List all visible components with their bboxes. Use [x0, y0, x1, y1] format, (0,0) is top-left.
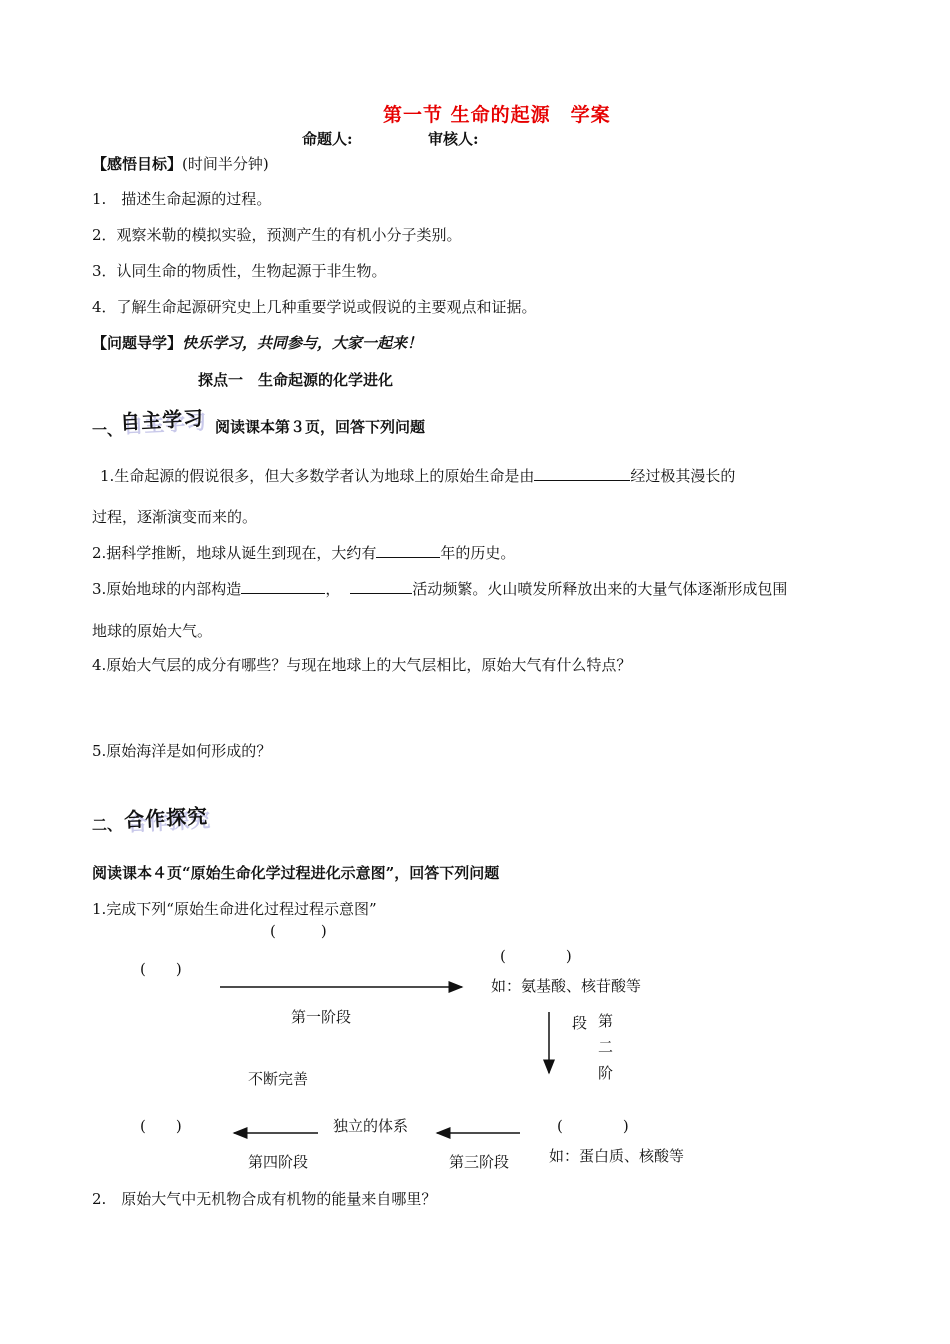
question-3: 3.原始地球的内部构造 ， 活动频繁。火山喷发所释放出来的大量气体逐渐形成包围: [92, 580, 788, 598]
example-1: 如：氨基酸、核苷酸等: [491, 977, 642, 995]
section2-banner: 合作探究: [123, 803, 209, 833]
question-3-line2: 地球的原始大气。: [92, 622, 213, 640]
paren-right-top[interactable]: ( ): [500, 947, 572, 965]
example-2: 如：蛋白质、核酸等: [549, 1147, 685, 1165]
question-2: 2.据科学推断，地球从诞生到现在，大约有 年的历史。: [92, 544, 516, 562]
stage-2-vertical: 第 二 阶: [598, 1012, 614, 1082]
section2-question-2: 2. 原始大气中无机物合成有机物的能量来自哪里？: [92, 1190, 437, 1208]
paren-left[interactable]: ( ): [140, 960, 182, 978]
stage-3-label: 第三阶段: [449, 1153, 510, 1171]
section1-instruction: 阅读课本第３页，回答下列问题: [215, 418, 426, 436]
stage-1-label: 第一阶段: [291, 1008, 352, 1026]
question-4: 4.原始大气层的成分有哪些？与现在地球上的大气层相比，原始大气有什么特点？: [92, 656, 632, 674]
independent-system: 独立的体系: [333, 1117, 409, 1135]
goal-item-3: 3．认同生命的物质性，生物起源于非生物。: [92, 262, 387, 280]
goal-item-4: 4．了解生命起源研究史上几种重要学说或假说的主要观点和证据。: [92, 298, 537, 316]
stage-2-side-char: 段: [572, 1014, 588, 1032]
paren-bottom-right[interactable]: ( ): [557, 1117, 629, 1135]
section1-number: 一、: [92, 421, 123, 439]
section2-question-1: 1.完成下列“原始生命进化过程过程示意图”: [92, 900, 377, 918]
section2-number: 二、: [92, 816, 123, 834]
section2-instruction: 阅读课本４页“原始生命化学过程进化示意图”，回答下列问题: [92, 864, 500, 882]
section1-banner: 自主学习: [119, 405, 205, 435]
goals-heading: 【感悟目标】: [92, 155, 183, 173]
question-5: 5.原始海洋是如何形成的？: [92, 742, 272, 760]
goal-item-2: 2．观察米勒的模拟实验，预测产生的有机小分子类别。: [92, 226, 462, 244]
question-1-line2: 过程，逐渐演变而来的。: [92, 508, 258, 526]
question-1: 1.生命起源的假说很多，但大多数学者认为地球上的原始生命是由 经过极其漫长的: [100, 467, 736, 485]
goal-item-1: 1. 描述生命起源的过程。: [92, 190, 272, 208]
paren-bottom-left[interactable]: ( ): [140, 1117, 182, 1135]
page-title: 第一节 生命的起源 学案: [383, 104, 611, 126]
paren-top[interactable]: ( ): [270, 922, 327, 940]
goals-time-note: (时间半分钟): [182, 155, 269, 173]
author-label: 命题人:: [302, 130, 353, 148]
stage-4-label: 第四阶段: [248, 1153, 309, 1171]
reviewer-label: 审核人:: [428, 130, 479, 148]
guide-heading: 【问题导学】: [92, 334, 183, 352]
guide-slogan: 快乐学习，共同参与，大家一起来！: [182, 334, 423, 352]
improve-label: 不断完善: [248, 1070, 309, 1088]
point-title: 探点一 生命起源的化学进化: [198, 371, 394, 389]
